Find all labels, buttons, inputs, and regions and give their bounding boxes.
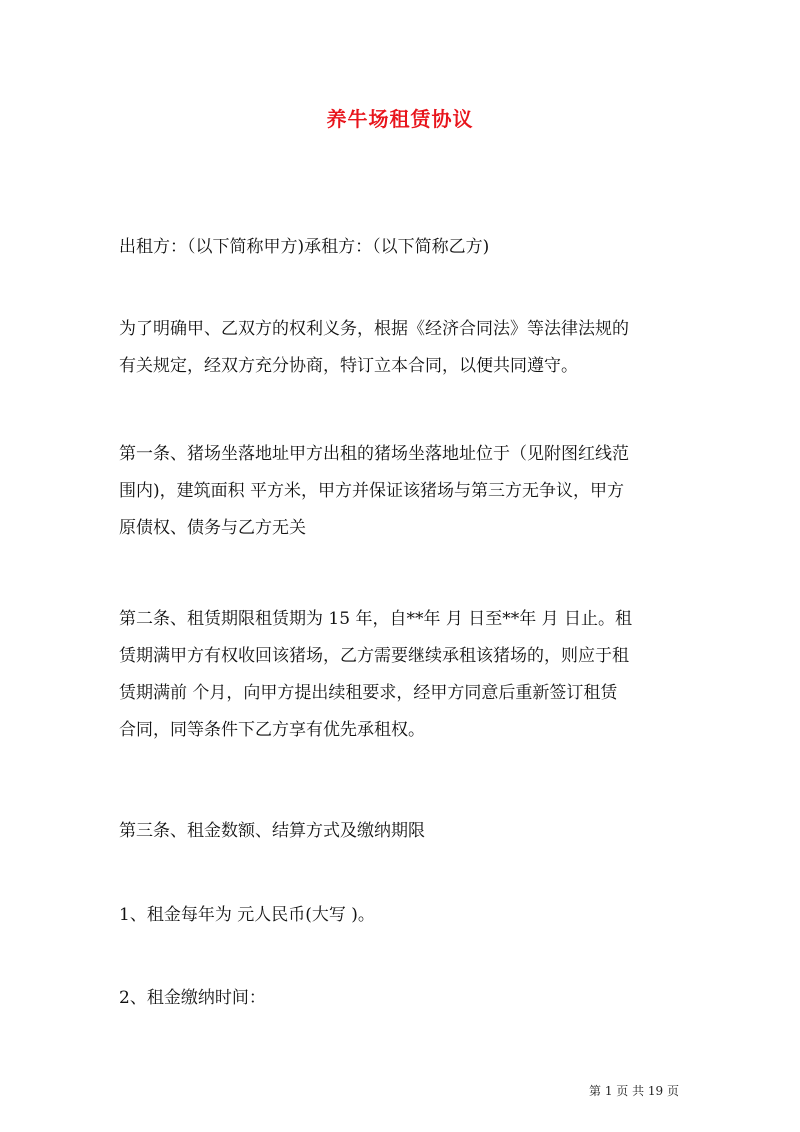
rent-amount-paragraph [119,897,689,934]
text-line: 有关规定，经双方充分协商，特订立本合同，以便共同遵守。 [119,356,578,376]
text-line: 1、租金每年为 元人民币(大写 )。 [119,905,375,925]
article-1-paragraph [119,436,689,547]
article-3-paragraph [119,813,689,850]
text-line: 合同，同等条件下乙方享有优先承租权。 [119,720,425,740]
parties-paragraph [119,229,689,266]
text-line: 第二条、租赁期限租赁期为 15 年，自**年 月 日至**年 月 日止。租 [119,609,633,629]
text-line: 第三条、租金数额、结算方式及缴纳期限 [119,821,425,841]
text-line: 围内)，建筑面积 平方米，甲方并保证该猪场与第三方无争议，甲方 [119,481,625,501]
rent-payment-paragraph [119,980,689,1017]
page-number: 第 1 页 共 19 页 [589,1084,679,1098]
text-line: 原债权、债务与乙方无关 [119,518,306,538]
purpose-paragraph [119,311,689,385]
text-line: 出租方：（以下简称甲方)承租方：（以下简称乙方) [119,237,490,257]
article-2-paragraph [119,601,689,749]
text-line: 赁期满前 个月，向甲方提出续租要求，经甲方同意后重新签订租赁 [119,683,618,703]
document-title: 养牛场租赁协议 [326,107,474,131]
text-line: 赁期满甲方有权收回该猪场，乙方需要继续承租该猪场的，则应于租 [119,646,629,666]
text-line: 2、租金缴纳时间： [119,988,266,1008]
text-line: 第一条、猪场坐落地址甲方出租的猪场坐落地址位于（见附图红线范 [119,444,629,464]
text-line: 为了明确甲、乙双方的权利义务，根据《经济合同法》等法律法规的 [119,319,629,339]
